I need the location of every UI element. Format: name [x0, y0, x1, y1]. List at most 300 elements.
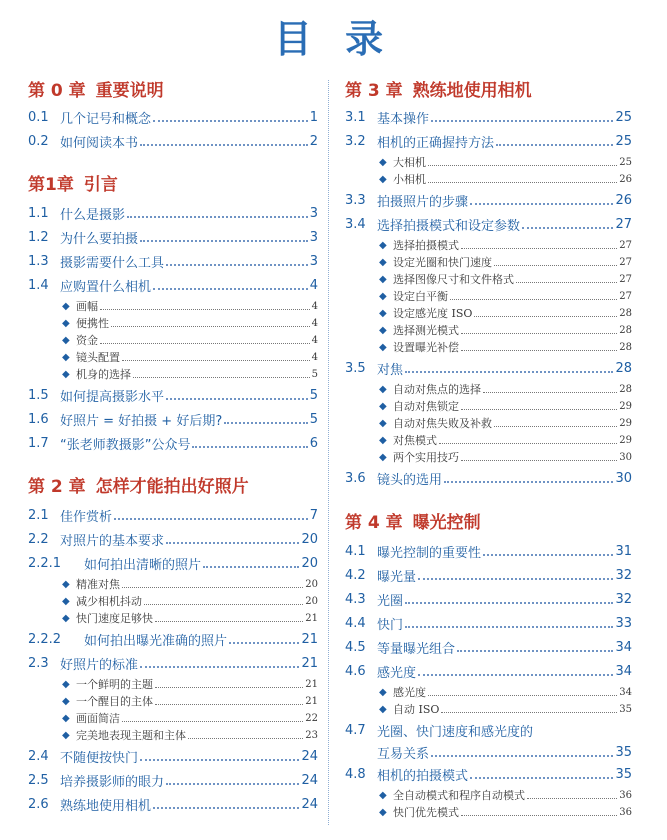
section-label: 相机的拍摄模式	[377, 768, 469, 784]
toc-sec[interactable]	[345, 764, 632, 784]
item-label: 一个鲜明的主题	[76, 678, 153, 691]
toc-sec[interactable]	[345, 107, 632, 127]
page-number: 35	[619, 703, 632, 715]
toc-sec[interactable]	[28, 409, 318, 429]
section-number: 3.5	[345, 360, 366, 376]
toc-sec[interactable]	[345, 468, 632, 488]
item-label: 设定光圈和快门速度	[393, 256, 492, 269]
dot-leader	[474, 316, 617, 317]
subsection-label: 如何拍出清晰的照片	[84, 557, 202, 573]
dot-leader	[516, 282, 617, 283]
page-number: 27	[619, 290, 632, 302]
toc-sec[interactable]	[28, 275, 318, 295]
toc-row	[28, 409, 318, 429]
diamond-bullet-icon: ◆	[379, 703, 387, 715]
section-label: 曝光控制的重要性	[377, 545, 482, 561]
section-number: 2.2	[28, 531, 49, 547]
diamond-bullet-icon: ◆	[379, 173, 387, 185]
page-number: 30	[619, 451, 632, 463]
page-number: 36	[619, 806, 632, 818]
subsection-number: 2.2.2	[28, 631, 62, 647]
diamond-bullet-icon: ◆	[62, 351, 70, 363]
toc-sec[interactable]	[28, 746, 318, 766]
toc-row	[28, 251, 318, 271]
page-number: 27	[619, 273, 632, 285]
toc-item[interactable]	[345, 699, 632, 719]
page-number: 5	[309, 411, 318, 427]
page-number: 24	[301, 748, 318, 764]
section-label: 快门	[377, 617, 404, 633]
page-number: 4	[311, 351, 318, 363]
toc-item[interactable]	[28, 608, 318, 628]
chapter-number: 第 3 章	[345, 80, 403, 101]
toc-sec2[interactable]	[345, 720, 632, 762]
section-label: 对照片的基本要求	[60, 533, 165, 549]
toc-row	[345, 637, 632, 657]
section-number: 4.6	[345, 663, 366, 679]
section-label: 曝光量	[377, 569, 417, 585]
dot-leader	[203, 566, 299, 568]
dot-leader	[470, 203, 613, 205]
section-number: 3.2	[345, 133, 366, 149]
dot-leader	[114, 518, 308, 520]
page-number: 21	[301, 631, 318, 647]
diamond-bullet-icon: ◆	[379, 400, 387, 412]
page-number: 35	[615, 744, 632, 760]
dot-leader	[461, 409, 617, 410]
page-number: 20	[301, 555, 318, 571]
section-label: 如何提高摄影水平	[60, 389, 165, 405]
toc-sec[interactable]	[28, 131, 318, 151]
diamond-bullet-icon: ◆	[62, 678, 70, 690]
item-label: 完美地表现主题和主体	[76, 729, 186, 742]
toc-row	[28, 172, 318, 195]
toc-row	[28, 474, 318, 497]
page-number: 4	[311, 334, 318, 346]
diamond-bullet-icon: ◆	[379, 290, 387, 302]
page-number: 35	[615, 766, 632, 782]
page-number: 5	[309, 387, 318, 403]
chapter-title: 怎样才能拍出好照片	[95, 476, 249, 497]
page-number: 26	[619, 173, 632, 185]
diamond-bullet-icon: ◆	[62, 334, 70, 346]
section-label: “张老师教摄影”公众号	[60, 437, 191, 453]
toc-chapter[interactable]	[28, 474, 318, 497]
section-label: 选择拍摄模式和设定参数	[377, 218, 521, 234]
diamond-bullet-icon: ◆	[379, 789, 387, 801]
toc-row	[28, 725, 318, 745]
page-number: 28	[619, 324, 632, 336]
toc-row	[345, 447, 632, 467]
toc-chapter[interactable]	[28, 172, 318, 195]
chapter-number: 第1章	[28, 174, 74, 195]
section-label: 基本操作	[377, 111, 430, 127]
toc-row	[345, 169, 632, 189]
toc-row	[28, 608, 318, 628]
toc-sec[interactable]	[28, 794, 318, 814]
item-label: 小相机	[393, 173, 426, 186]
toc-row	[28, 203, 318, 223]
dot-leader	[405, 602, 613, 604]
toc-sec[interactable]	[345, 613, 632, 633]
diamond-bullet-icon: ◆	[379, 686, 387, 698]
toc-row	[345, 541, 632, 561]
toc-row	[345, 358, 632, 378]
diamond-bullet-icon: ◆	[379, 256, 387, 268]
toc-sec[interactable]	[28, 505, 318, 525]
toc-chapter[interactable]	[345, 78, 632, 101]
chapter-title: 引言	[83, 174, 118, 195]
item-label: 设定感光度 ISO	[393, 307, 473, 320]
toc-row	[28, 364, 318, 384]
toc-row	[28, 529, 318, 549]
dot-leader	[224, 422, 308, 424]
item-label: 自动 ISO	[393, 703, 440, 716]
section-number: 4.3	[345, 591, 366, 607]
toc-row	[28, 653, 318, 673]
diamond-bullet-icon: ◆	[62, 317, 70, 329]
page-number: 34	[615, 663, 632, 679]
diamond-bullet-icon: ◆	[62, 712, 70, 724]
toc-chapter[interactable]	[28, 78, 318, 101]
toc-row	[28, 227, 318, 247]
page-number: 29	[619, 434, 632, 446]
section-number: 2.5	[28, 772, 49, 788]
page-number: 28	[619, 383, 632, 395]
toc-item[interactable]	[345, 169, 632, 189]
toc-row	[345, 131, 632, 151]
page-number: 4	[311, 317, 318, 329]
chapter-number: 第 0 章	[28, 80, 86, 101]
diamond-bullet-icon: ◆	[379, 156, 387, 168]
page-number: 22	[305, 712, 318, 724]
toc-sec[interactable]	[345, 541, 632, 561]
dot-leader	[111, 326, 310, 327]
subsection-number: 2.2.1	[28, 555, 62, 571]
toc-row	[345, 720, 632, 740]
diamond-bullet-icon: ◆	[379, 417, 387, 429]
dot-leader	[153, 807, 299, 809]
dot-leader	[522, 227, 613, 229]
item-label: 大相机	[393, 156, 426, 169]
section-number: 1.2	[28, 229, 49, 245]
item-label: 对焦模式	[393, 434, 437, 447]
dot-leader	[122, 587, 303, 588]
section-label: 拍摄照片的步骤	[377, 194, 469, 210]
toc-row	[345, 107, 632, 127]
dot-leader	[153, 288, 308, 290]
toc-row	[28, 385, 318, 405]
page-number: 26	[615, 192, 632, 208]
toc-row	[28, 275, 318, 295]
dot-leader	[457, 650, 613, 652]
toc-row	[28, 629, 318, 649]
section-label: 好照片 = 好拍摄 + 好后期?	[60, 413, 223, 429]
toc-sec[interactable]	[345, 661, 632, 681]
dot-leader	[428, 165, 617, 166]
toc-sec[interactable]	[28, 653, 318, 673]
dot-leader	[494, 426, 617, 427]
section-label: 几个记号和概念	[60, 111, 152, 127]
toc-row	[28, 131, 318, 151]
section-number: 3.1	[345, 109, 366, 125]
item-label: 两个实用技巧	[393, 451, 459, 464]
toc-item[interactable]	[345, 802, 632, 822]
dot-leader	[166, 264, 308, 266]
section-number: 2.6	[28, 796, 49, 812]
dot-leader	[155, 687, 303, 688]
toc-row	[28, 553, 318, 573]
diamond-bullet-icon: ◆	[379, 434, 387, 446]
toc-row	[28, 746, 318, 766]
toc-row	[28, 433, 318, 453]
section-label: 应购置什么相机	[60, 279, 152, 295]
toc-sec[interactable]	[345, 131, 632, 151]
dot-leader	[461, 815, 617, 816]
page-number: 21	[301, 655, 318, 671]
page-number: 25	[619, 156, 632, 168]
toc-sec[interactable]	[345, 589, 632, 609]
section-label: 为什么要拍摄	[60, 231, 139, 247]
page-number: 3	[309, 205, 318, 221]
page-number: 20	[301, 531, 318, 547]
toc-sec[interactable]	[345, 190, 632, 210]
page-number: 24	[301, 796, 318, 812]
section-number: 3.3	[345, 192, 366, 208]
section-label: 光圈	[377, 593, 404, 609]
section-label: 光圈、快门速度和感光度的	[377, 724, 534, 740]
toc-sec[interactable]	[28, 227, 318, 247]
chapter-title: 重要说明	[95, 80, 164, 101]
item-label: 设置曝光补偿	[393, 341, 459, 354]
toc-row	[345, 764, 632, 784]
page-number: 36	[619, 789, 632, 801]
dot-leader	[428, 695, 617, 696]
page-number: 32	[615, 591, 632, 607]
dot-leader	[155, 704, 303, 705]
toc-sec[interactable]	[28, 203, 318, 223]
dot-leader	[140, 240, 308, 242]
dot-leader	[418, 674, 613, 676]
section-number: 4.5	[345, 639, 366, 655]
page-number: 27	[619, 239, 632, 251]
toc-item[interactable]	[345, 447, 632, 467]
toc-item[interactable]	[345, 337, 632, 357]
section-label-continued: 互易关系	[377, 746, 430, 762]
dot-leader	[470, 777, 613, 779]
dot-leader	[229, 642, 299, 644]
section-number: 1.6	[28, 411, 49, 427]
dot-leader	[483, 392, 617, 393]
dot-leader	[461, 248, 617, 249]
page-number: 25	[615, 133, 632, 149]
dot-leader	[461, 460, 617, 461]
section-label: 等量曝光组合	[377, 641, 456, 657]
dot-leader	[450, 299, 617, 300]
toc-row	[345, 589, 632, 609]
dot-leader	[188, 738, 303, 739]
item-label: 选择图像尺寸和文件格式	[393, 273, 514, 286]
toc-item[interactable]	[28, 364, 318, 384]
diamond-bullet-icon: ◆	[62, 595, 70, 607]
toc-sec[interactable]	[28, 770, 318, 790]
section-number: 1.7	[28, 435, 49, 451]
section-label: 培养摄影师的眼力	[60, 774, 165, 790]
chapter-number: 第 4 章	[345, 512, 403, 533]
item-label: 设定白平衡	[393, 290, 448, 303]
diamond-bullet-icon: ◆	[379, 451, 387, 463]
toc-row	[345, 190, 632, 210]
page-number: 27	[615, 216, 632, 232]
page-number: 32	[615, 567, 632, 583]
dot-leader	[153, 120, 308, 122]
section-number: 4.8	[345, 766, 366, 782]
toc-row	[28, 107, 318, 127]
dot-leader	[166, 398, 308, 400]
page-number: 31	[615, 543, 632, 559]
section-label: 感光度	[377, 665, 417, 681]
diamond-bullet-icon: ◆	[379, 324, 387, 336]
dot-leader	[127, 216, 308, 218]
toc-sec[interactable]	[28, 529, 318, 549]
chapter-title: 熟练地使用相机	[412, 80, 532, 101]
section-number: 2.4	[28, 748, 49, 764]
chapter-number: 第 2 章	[28, 476, 86, 497]
dot-leader	[140, 759, 299, 761]
item-label: 感光度	[393, 686, 426, 699]
page-number: 29	[619, 417, 632, 429]
toc-item[interactable]	[28, 725, 318, 745]
dot-leader	[494, 265, 617, 266]
dot-leader	[100, 309, 310, 310]
toc-sec[interactable]	[28, 385, 318, 405]
section-number: 0.2	[28, 133, 49, 149]
section-label: 熟练地使用相机	[60, 798, 152, 814]
toc-sub[interactable]	[28, 553, 318, 573]
dot-leader	[155, 621, 303, 622]
diamond-bullet-icon: ◆	[379, 307, 387, 319]
page-number: 33	[615, 615, 632, 631]
page-number: 29	[619, 400, 632, 412]
column-divider	[328, 80, 330, 825]
toc-sec[interactable]	[345, 637, 632, 657]
toc-row	[345, 613, 632, 633]
toc-row	[345, 661, 632, 681]
toc-row	[345, 802, 632, 822]
toc-row	[345, 337, 632, 357]
toc-chapter[interactable]	[345, 510, 632, 533]
dot-leader	[496, 144, 613, 146]
page-number: 30	[615, 470, 632, 486]
section-number: 1.4	[28, 277, 49, 293]
dot-leader	[122, 360, 310, 361]
item-label: 快门速度足够快	[76, 612, 153, 625]
item-label: 机身的选择	[76, 368, 131, 381]
toc-row	[28, 770, 318, 790]
toc-row	[28, 78, 318, 101]
item-label: 画幅	[76, 300, 98, 313]
toc-sub[interactable]	[28, 629, 318, 649]
toc-sec[interactable]	[345, 565, 632, 585]
dot-leader	[133, 377, 310, 378]
toc-sec[interactable]	[345, 358, 632, 378]
section-number: 1.3	[28, 253, 49, 269]
page-number: 25	[615, 109, 632, 125]
section-label: 不随便按快门	[60, 750, 139, 766]
toc-sec[interactable]	[345, 214, 632, 234]
dot-leader	[439, 443, 617, 444]
item-label: 快门优先模式	[393, 806, 459, 819]
page-number: 7	[309, 507, 318, 523]
diamond-bullet-icon: ◆	[62, 578, 70, 590]
page-number: 24	[301, 772, 318, 788]
diamond-bullet-icon: ◆	[62, 695, 70, 707]
dot-leader	[527, 798, 617, 799]
item-label: 镜头配置	[76, 351, 120, 364]
page-number: 34	[615, 639, 632, 655]
toc-row-continued	[345, 742, 632, 762]
page-number: 27	[619, 256, 632, 268]
dot-leader	[405, 371, 613, 373]
dot-leader	[100, 343, 310, 344]
section-number: 4.7	[345, 722, 366, 738]
item-label: 自动对焦失败及补救	[393, 417, 492, 430]
section-number: 3.6	[345, 470, 366, 486]
dot-leader	[461, 333, 617, 334]
dot-leader	[461, 350, 617, 351]
dot-leader	[428, 182, 617, 183]
item-label: 精准对焦	[76, 578, 120, 591]
section-label: 好照片的标准	[60, 657, 139, 673]
page-number: 20	[305, 578, 318, 590]
item-label: 资金	[76, 334, 98, 347]
dot-leader	[418, 578, 613, 580]
toc-row	[345, 78, 632, 101]
diamond-bullet-icon: ◆	[62, 612, 70, 624]
toc-sec[interactable]	[28, 251, 318, 271]
section-number: 3.4	[345, 216, 366, 232]
section-number: 1.1	[28, 205, 49, 221]
page-number: 4	[309, 277, 318, 293]
toc-row	[345, 699, 632, 719]
section-number: 4.1	[345, 543, 366, 559]
section-label: 对焦	[377, 362, 404, 378]
toc-sec[interactable]	[28, 107, 318, 127]
page-number: 34	[619, 686, 632, 698]
chapter-title: 曝光控制	[412, 512, 481, 533]
section-label: 佳作赏析	[60, 509, 113, 525]
diamond-bullet-icon: ◆	[62, 368, 70, 380]
page-number: 28	[619, 341, 632, 353]
page-number: 21	[305, 612, 318, 624]
section-number: 2.3	[28, 655, 49, 671]
page-number: 23	[305, 729, 318, 741]
toc-row	[345, 214, 632, 234]
item-label: 便携性	[76, 317, 109, 330]
toc-row	[28, 505, 318, 525]
item-label: 自动对焦点的选择	[393, 383, 481, 396]
page-number: 2	[309, 133, 318, 149]
diamond-bullet-icon: ◆	[62, 300, 70, 312]
section-number: 0.1	[28, 109, 49, 125]
toc-row	[345, 510, 632, 533]
toc-row	[28, 794, 318, 814]
toc-sec[interactable]	[28, 433, 318, 453]
dot-leader	[444, 481, 613, 483]
dot-leader	[140, 666, 299, 668]
dot-leader	[144, 604, 303, 605]
page-number: 3	[309, 229, 318, 245]
